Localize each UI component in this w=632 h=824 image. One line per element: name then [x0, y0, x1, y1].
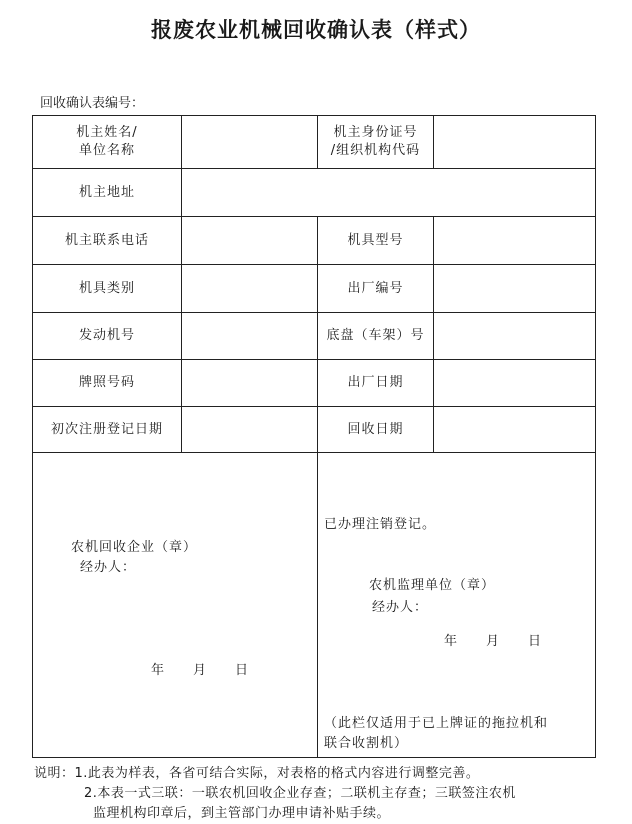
- left-date-label: 年 月 日: [151, 663, 250, 678]
- chassis-number-field[interactable]: [434, 313, 595, 359]
- recycle-date-label: 回收日期: [347, 421, 404, 437]
- factory-date-label: 出厂日期: [347, 375, 404, 390]
- row-divider: [33, 452, 595, 453]
- owner-name-field[interactable]: [182, 116, 317, 168]
- machine-model-label: 机具型号: [347, 232, 404, 248]
- first-registration-date-field[interactable]: [182, 407, 317, 452]
- note-line-3: 监理机构印章后，到主管部门办理申请补贴手续。: [93, 806, 391, 821]
- owner-id-field[interactable]: [434, 116, 595, 168]
- machine-category-label: 机具类别: [78, 280, 135, 296]
- left-handler-label: 经办人：: [80, 560, 137, 575]
- first-registration-date-label: 初次注册登记日期: [50, 421, 163, 437]
- note-line-2: 2.本表一式三联：一联农机回收企业存查；二联机主存查；三联签注农机: [84, 786, 516, 801]
- owner-address-label: 机主地址: [78, 184, 135, 200]
- instructions-note: [34, 764, 516, 824]
- factory-date-field[interactable]: [434, 360, 595, 406]
- owner-phone-field[interactable]: [182, 217, 317, 264]
- factory-number-label: 出厂编号: [347, 280, 404, 296]
- engine-number-field[interactable]: [182, 313, 317, 359]
- owner-phone-label: 机主联系电话: [64, 232, 149, 248]
- signature-divider: [317, 452, 318, 758]
- factory-number-field[interactable]: [434, 265, 595, 312]
- plate-number-field[interactable]: [182, 360, 317, 406]
- note-line-1: 说明：1.此表为样表，各省可结合实际，对表格的格式内容进行调整完善。: [34, 766, 480, 781]
- supervision-agency-seal-label: 农机监理单位（章）: [369, 578, 496, 593]
- right-date-label: 年 月 日: [444, 634, 543, 649]
- deregistration-note: 已办理注销登记。: [324, 517, 437, 532]
- owner-address-field[interactable]: [182, 169, 595, 216]
- owner-id-label: 机主身份证号 /组织机构代码: [330, 125, 421, 158]
- plate-number-label: 牌照号码: [78, 375, 135, 390]
- page-title: 报废农业机械回收确认表（样式）: [151, 17, 481, 42]
- owner-name-label: 机主姓名/ 单位名称: [76, 125, 138, 158]
- machine-model-field[interactable]: [434, 217, 595, 264]
- remark-line-2: 联合收割机）: [324, 736, 409, 751]
- recycling-company-seal-label: 农机回收企业（章）: [71, 540, 198, 555]
- engine-number-label: 发动机号: [78, 328, 135, 343]
- machine-category-field[interactable]: [182, 265, 317, 312]
- recycle-date-field[interactable]: [434, 407, 595, 452]
- right-handler-label: 经办人：: [372, 600, 429, 615]
- remark-line-1: （此栏仅适用于已上牌证的拖拉机和: [324, 716, 549, 731]
- form-number-label: 回收确认表编号：: [40, 96, 145, 111]
- confirmation-form-table: [32, 115, 596, 758]
- chassis-number-label: 底盘（车架）号: [326, 328, 425, 343]
